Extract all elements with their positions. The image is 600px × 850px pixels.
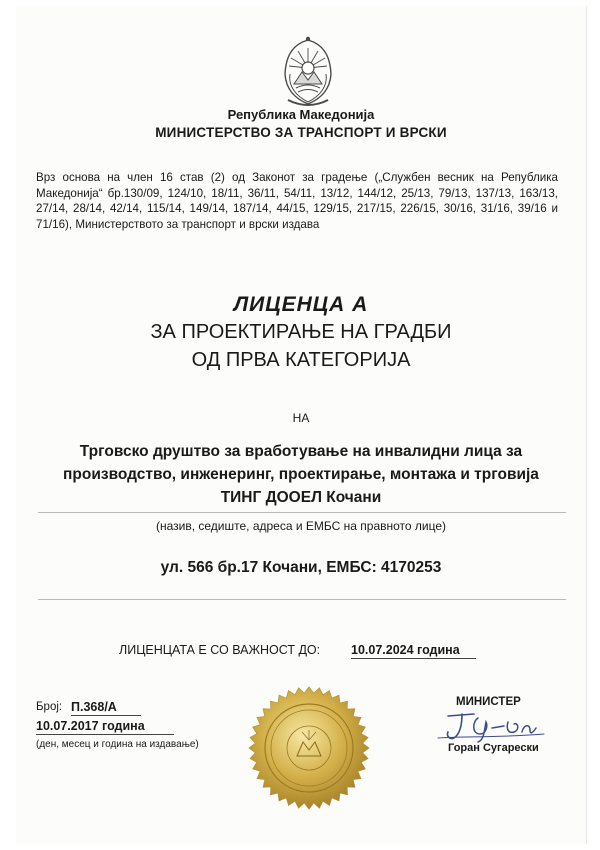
organization-address: ул. 566 бр.17 Кочани, ЕМБС: 4170253 xyxy=(160,559,442,576)
legal-basis-paragraph: Врз основа на член 16 став (2) од Законот за градење („Службен весник на Република Македонија“ бр.130/09, 124/10, 18/11, 36/11, 54/11, 13/12, 144/12, 25/13, 79/13, 137/13, 163/13, 27/14, 28/14, 42/14, 115/14, 149/14, 187/14, 44/15, 129/15, 217/15, 226/15, 30/16, 31/16, 39/16 и 71/16), Министерството за транспорт и врски издава xyxy=(36,171,558,231)
ministry-heading: МИНИСТЕРСТВО ЗА ТРАНСПОРТ И ВРСКИ xyxy=(155,125,447,140)
validity-date: 10.07.2024 година xyxy=(351,643,476,659)
organization-caption: (назив, седиште, адреса и ЕМБС на правното лице) xyxy=(155,519,447,533)
license-subtitle-line1: ЗА ПРОЕКТИРАЊЕ НА ГРАДБИ xyxy=(150,321,452,343)
republic-heading: Република Македонија xyxy=(227,107,375,122)
validity-label: ЛИЦЕНЦАТА Е СО ВАЖНОСТ ДО: xyxy=(119,643,321,657)
license-number-label: Број: xyxy=(36,701,63,713)
coat-of-arms-icon xyxy=(276,34,340,108)
license-number: П.368/А xyxy=(71,700,141,716)
minister-title: МИНИСТЕР xyxy=(456,696,521,708)
organization-line-2: производство, инженеринг, проектирање, монтажа и трговија xyxy=(63,466,539,483)
license-document xyxy=(16,6,587,844)
organization-line-1: Трговско друштво за вработување на инвалидни лица за xyxy=(79,443,523,460)
minister-name: Горан Сугарески xyxy=(448,742,539,754)
gold-seal-icon xyxy=(248,682,370,814)
issue-date-note: (ден, месец и година на издавање) xyxy=(36,739,199,750)
license-title: ЛИЦЕНЦА А xyxy=(233,293,369,316)
na-label: НА xyxy=(292,411,310,425)
issue-date: 10.07.2017 година xyxy=(36,719,174,735)
organization-line-3: ТИНГ ДООЕЛ Кочани xyxy=(220,489,382,506)
license-subtitle-line2: ОД ПРВА КАТЕГОРИЈА xyxy=(191,349,411,371)
signature-icon xyxy=(434,708,550,744)
divider xyxy=(38,512,566,513)
divider xyxy=(38,599,566,600)
